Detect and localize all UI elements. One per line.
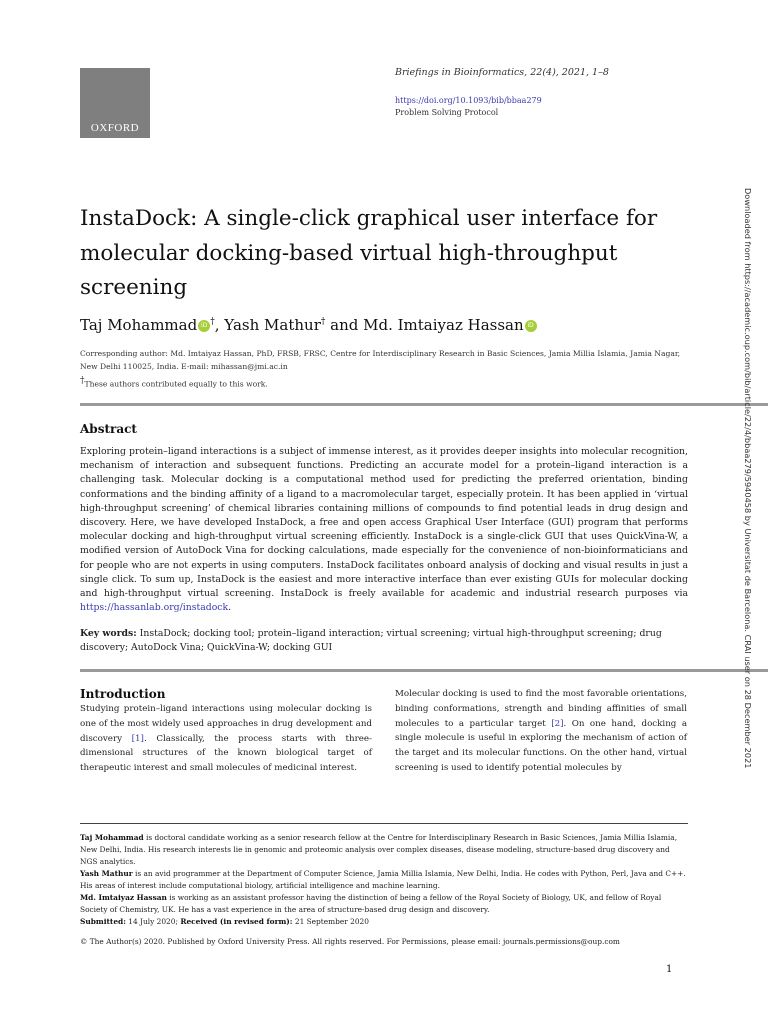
equal-contribution-mark: †: [210, 317, 215, 327]
footnote-divider: [80, 823, 688, 824]
abstract-body: [80, 445, 688, 615]
bio-text: is an avid programmer at the Department of Computer Science, Jamia Millia Islamia, New Delhi, India. He codes with Python, Perl, Java and C++. His areas of interest include computational biology, artificial intelligence and machine learning.: [80, 869, 686, 890]
intro-text: . On one hand, docking a single molecule is useful in exploring the mechanism of action of the target and its molecular functions. On the other hand, virtual screening is used to identify potential molecules by: [395, 718, 688, 773]
oxford-logo: [80, 68, 150, 138]
submitted-label: Submitted:: [80, 917, 126, 926]
instadock-link[interactable]: https://hassanlab.org/instadock: [80, 602, 229, 614]
equal-note-text: These authors contributed equally to this work.: [84, 379, 268, 389]
citation-link[interactable]: [1]: [131, 733, 144, 744]
logo-text: OXFORD: [90, 122, 140, 134]
journal-citation: Briefings in Bioinformatics, 22(4), 2021, 1–8: [395, 67, 609, 78]
received-label: Received (in revised form):: [180, 917, 293, 926]
introduction-heading: Introduction: [80, 687, 166, 701]
submitted-date: 14 July 2020;: [125, 917, 181, 926]
orcid-icon[interactable]: iD: [525, 320, 537, 332]
keywords-label: Key words:: [80, 628, 137, 639]
author-name[interactable]: Taj Mohammad: [80, 316, 198, 334]
orcid-icon[interactable]: iD: [198, 320, 210, 332]
article-type: Problem Solving Protocol: [395, 108, 499, 117]
bio-name: Yash Mathur: [80, 869, 133, 878]
download-watermark: Downloaded from https://academic.oup.com/bib/article/22/4/bbaa279/5940458 by Universitat de Barcelona. CRAI user on 28 December 2021: [743, 188, 753, 769]
equal-contribution-note: [80, 376, 268, 389]
intro-text: Studying protein–ligand interactions using molecular docking is one of the most widely used approaches in drug development and discovery: [80, 704, 372, 744]
abstract-text: Exploring protein–ligand interactions is a subject of immense interest, as it provides deeper insights into molecular recognition, mechanism of interaction and subsequent functions. Predicting an accurate model for a protein–ligand interaction is a challenging task. Molecular docking is a computational method used for predicting the preferred orientation, binding conformations and the binding affinity of a ligand to a macromolecular target, especially protein. It has been applied in ‘virtual high-throughput screening’ of chemical libraries containing millions of compounds to find potential leads in drug design and discovery. Here, we have developed InstaDock, a free and open access Graphical User Interface (GUI) program that performs molecular docking and high-throughput virtual screening efficiently. InstaDock is a single-click GUI that uses QuickVina-W, a modified version of AutoDock Vina for docking calculations, made especially for the convenience of non-bioinformaticians and for people who are not experts in using computers. InstaDock facilitates onboard analysis of docking and visual results in just a single click. To sum up, InstaDock is the easiest and more interactive interface than ever existing GUIs for molecular docking and high-throughput virtual screening. InstaDock is freely available for academic and industrial research purposes via: [80, 446, 688, 600]
bio-text: is working as an assistant professor having the distinction of being a fellow of the Royal Society of Biology, UK, and fellow of Royal Society of Chemistry, UK. He has a vast experience in the area of structure-based drug design and discovery.: [80, 893, 662, 914]
bio-entry: [80, 868, 688, 892]
intro-text: . Classically, the process starts with three-dimensional structures of the known biological target of therapeutic interest and small molecules of medicinal interest.: [80, 733, 372, 774]
keywords: [80, 627, 688, 654]
page-number: 1: [666, 964, 673, 975]
intro-right-column: [395, 687, 687, 776]
citation-link[interactable]: [2]: [551, 718, 564, 729]
section-divider: [80, 669, 768, 672]
submission-dates: [80, 916, 688, 928]
section-divider: [80, 403, 768, 406]
copyright-notice: © The Author(s) 2020. Published by Oxford University Press. All rights reserved. For Permissions, please email: journals.permissions@oup.com: [80, 937, 620, 946]
received-date: 21 September 2020: [292, 917, 369, 926]
author-name[interactable]: Yash Mathur: [224, 316, 321, 334]
keywords-text: InstaDock; docking tool; protein–ligand interaction; virtual screening; virtual high-throughput screening; drug discovery; AutoDock Vina; QuickVina-W; docking GUI: [80, 628, 662, 653]
bio-text: is doctoral candidate working as a senior research fellow at the Centre for Interdisciplinary Research in Basic Sciences, Jamia Millia Islamia, New Delhi, India. His research interests lie in genomic and proteomic analysis over complex diseases, disease modeling, structure-based drug discovery and NGS analytics.: [80, 833, 678, 866]
paper-title: InstaDock: A single-click graphical user interface for molecular docking-based virtual high-throughput screening: [80, 206, 658, 300]
equal-contribution-mark: †: [320, 317, 326, 327]
dagger-mark: †: [80, 376, 85, 386]
bio-entry: [80, 832, 688, 868]
intro-left-column: [80, 702, 372, 776]
bio-entry: [80, 892, 688, 916]
author-list: [80, 316, 537, 334]
author-name[interactable]: Md. Imtaiyaz Hassan: [363, 316, 524, 334]
author-separator: ,: [214, 316, 225, 334]
bio-name: Taj Mohammad: [80, 833, 144, 842]
intro-text: Molecular docking is used to find the most favorable orientations, binding conformations, strength and binding affinities of small molecules to a particular target: [395, 689, 687, 729]
author-separator: and: [325, 316, 364, 334]
author-bios: [80, 832, 688, 928]
doi-link[interactable]: https://doi.org/10.1093/bib/bbaa279: [395, 96, 542, 105]
abstract-end: .: [228, 602, 232, 614]
abstract-heading: Abstract: [80, 422, 137, 436]
bio-name: Md. Imtaiyaz Hassan: [80, 893, 167, 902]
corresponding-author: Corresponding author: Md. Imtaiyaz Hassan, PhD, FRSB, FRSC, Centre for Interdisciplinary Research in Basic Sciences, Jamia Millia Islamia, Jamia Nagar, New Delhi 110025, India. E-mail: mihassan@jmi.ac.in: [80, 349, 681, 371]
